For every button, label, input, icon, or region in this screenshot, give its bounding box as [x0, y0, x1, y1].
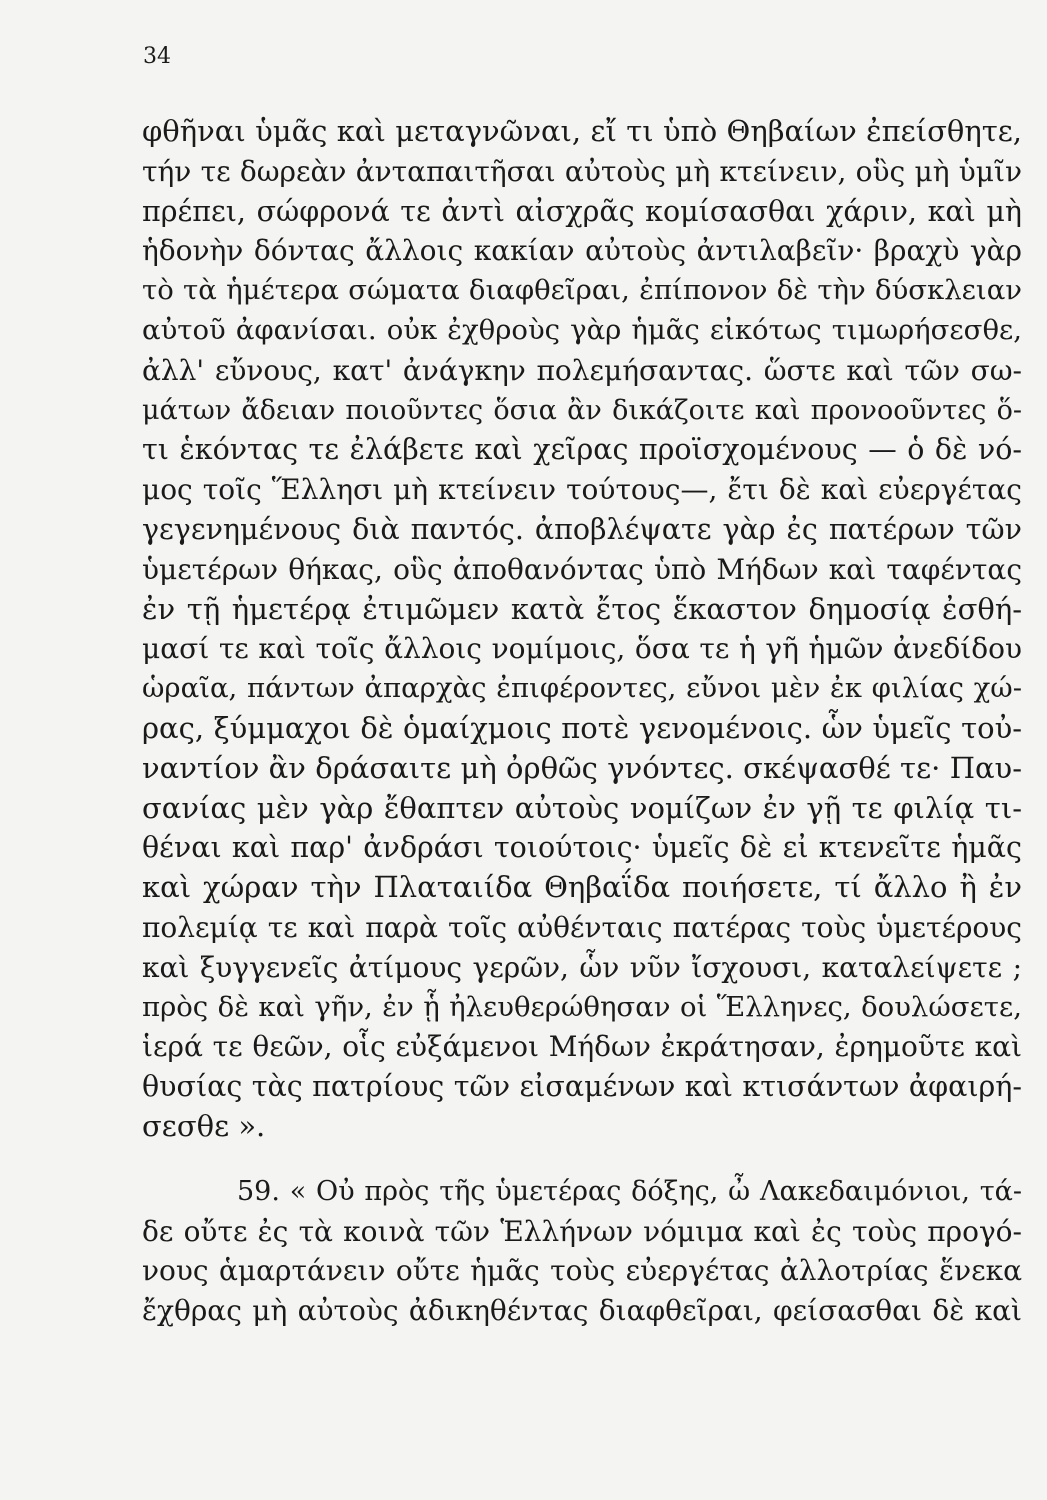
text-line: δε οὔτε ἐς τὰ κοινὰ τῶν Ἑλλήνων νόμιμα καὶ ἐς τοὺς προγό- [142, 1214, 1022, 1248]
text-line: σεσθε ». [142, 1108, 266, 1143]
text-line: τὸ τὰ ἡμέτερα σώματα διαφθεῖραι, ἐπίπονον δὲ τὴν δύσκλειαν [142, 274, 1022, 307]
text-line: πολεμίᾳ τε καὶ παρὰ τοῖς αὐθένταις πατέρας τοὺς ὑμετέρους [142, 910, 1022, 944]
text-line: θέναι καὶ παρ' ἀνδράσι τοιούτοις· ὑμεῖς δὲ εἰ κτενεῖτε ἡμᾶς [142, 831, 1022, 865]
text-line: τι ἑκόντας τε ἐλάβετε καὶ χεῖρας προϊσχομένους — ὁ δὲ νό- [142, 433, 1022, 467]
text-line: ἡδονὴν δόντας ἄλλοις κακίαν αὐτοὺς ἀντιλαβεῖν· βραχὺ γὰρ [142, 234, 1022, 268]
text-line: ὡραῖα, πάντων ἀπαρχὰς ἐπιφέροντες, εὔνοι μὲν ἐκ φιλίας χώ- [142, 672, 1022, 705]
text-line: αὐτοῦ ἀφανίσαι. οὐκ ἐχθροὺς γὰρ ἡμᾶς εἰκότως τιμωρήσεσθε, [142, 313, 1022, 346]
text-line: θυσίας τὰς πατρίους τῶν εἰσαμένων καὶ κτισάντων ἀφαιρή- [142, 1070, 1022, 1104]
body-text [142, 112, 1022, 1331]
text-line: πρέπει, σώφρονά τε ἀντὶ αἰσχρᾶς κομίσασθαι χάριν, καὶ μὴ [142, 194, 1022, 228]
paragraph-gap [142, 1147, 1022, 1172]
text-line: πρὸς δὲ καὶ γῆν, ἐν ᾗ ἠλευθερώθησαν οἱ Ἕλληνες, δουλώσετε, [142, 990, 1022, 1023]
text-line: ἱερά τε θεῶν, οἷς εὐξάμενοι Μήδων ἐκράτησαν, ἐρημοῦτε καὶ [142, 1030, 1022, 1064]
text-line: ἐν τῇ ἡμετέρᾳ ἐτιμῶμεν κατὰ ἔτος ἕκαστον δημοσίᾳ ἐσθή- [142, 591, 1022, 626]
text-line: τήν τε δωρεὰν ἀνταπαιτῆσαι αὐτοὺς μὴ κτείνειν, οὓς μὴ ὑμῖν [142, 154, 1022, 188]
text-line: ὑμετέρων θήκας, οὓς ἀποθανόντας ὑπὸ Μήδων καὶ ταφέντας [142, 552, 1022, 586]
text-line: φθῆναι ὑμᾶς καὶ μεταγνῶναι, εἴ τι ὑπὸ Θηβαίων ἐπείσθητε, [142, 114, 1022, 148]
page-number: 34 [143, 44, 171, 69]
text-line: ρας, ξύμμαχοι δὲ ὁμαίχμοις ποτὲ γενομένοις. ὧν ὑμεῖς τοὐ- [142, 710, 1022, 745]
text-line: γεγενημένους διὰ παντός. ἀποβλέψατε γὰρ ἐς πατέρων τῶν [142, 512, 1022, 546]
text-line: ναντίον ἂν δράσαιτε μὴ ὀρθῶς γνόντες. σκέψασθέ τε· Παυ- [142, 750, 1022, 785]
text-line: μος τοῖς Ἕλλησι μὴ κτείνειν τούτους—, ἔτι δὲ καὶ εὐεργέτας [142, 473, 1022, 507]
text-line: σανίας μὲν γὰρ ἔθαπτεν αὐτοὺς νομίζων ἐν γῇ τε φιλίᾳ τι- [142, 790, 1022, 825]
text-line: ἀλλ' εὔνους, κατ' ἀνάγκην πολεμήσαντας. ὥστε καὶ τῶν σω- [142, 353, 1022, 387]
text-line: μάτων ἄδειαν ποιοῦντες ὅσια ἂν δικάζοιτε καὶ προνοοῦντες ὅ- [142, 394, 1022, 426]
text-line: ἔχθρας μὴ αὐτοὺς ἀδικηθέντας διαφθεῖραι, φείσασθαι δὲ καὶ [142, 1294, 1022, 1328]
text-line: μασί τε καὶ τοῖς ἄλλοις νομίμοις, ὅσα τε ἡ γῆ ἡμῶν ἀνεδίδου [142, 632, 1022, 666]
section-59-first-line: 59. « Οὐ πρὸς τῆς ὑμετέρας δόξης, ὦ Λακεδαιμόνιοι, τά- [237, 1175, 1022, 1207]
text-line: καὶ ξυγγενεῖς ἀτίμους γερῶν, ὧν νῦν ἴσχουσι, καταλείψετε ; [142, 950, 1022, 984]
text-line: καὶ χώραν τὴν Πλαταιίδα Θηβαΐδα ποιήσετε, τί ἄλλο ἢ ἐν [142, 870, 1022, 905]
text-line: νους ἁμαρτάνειν οὔτε ἡμᾶς τοὺς εὐεργέτας ἀλλοτρίας ἕνεκα [142, 1254, 1022, 1288]
